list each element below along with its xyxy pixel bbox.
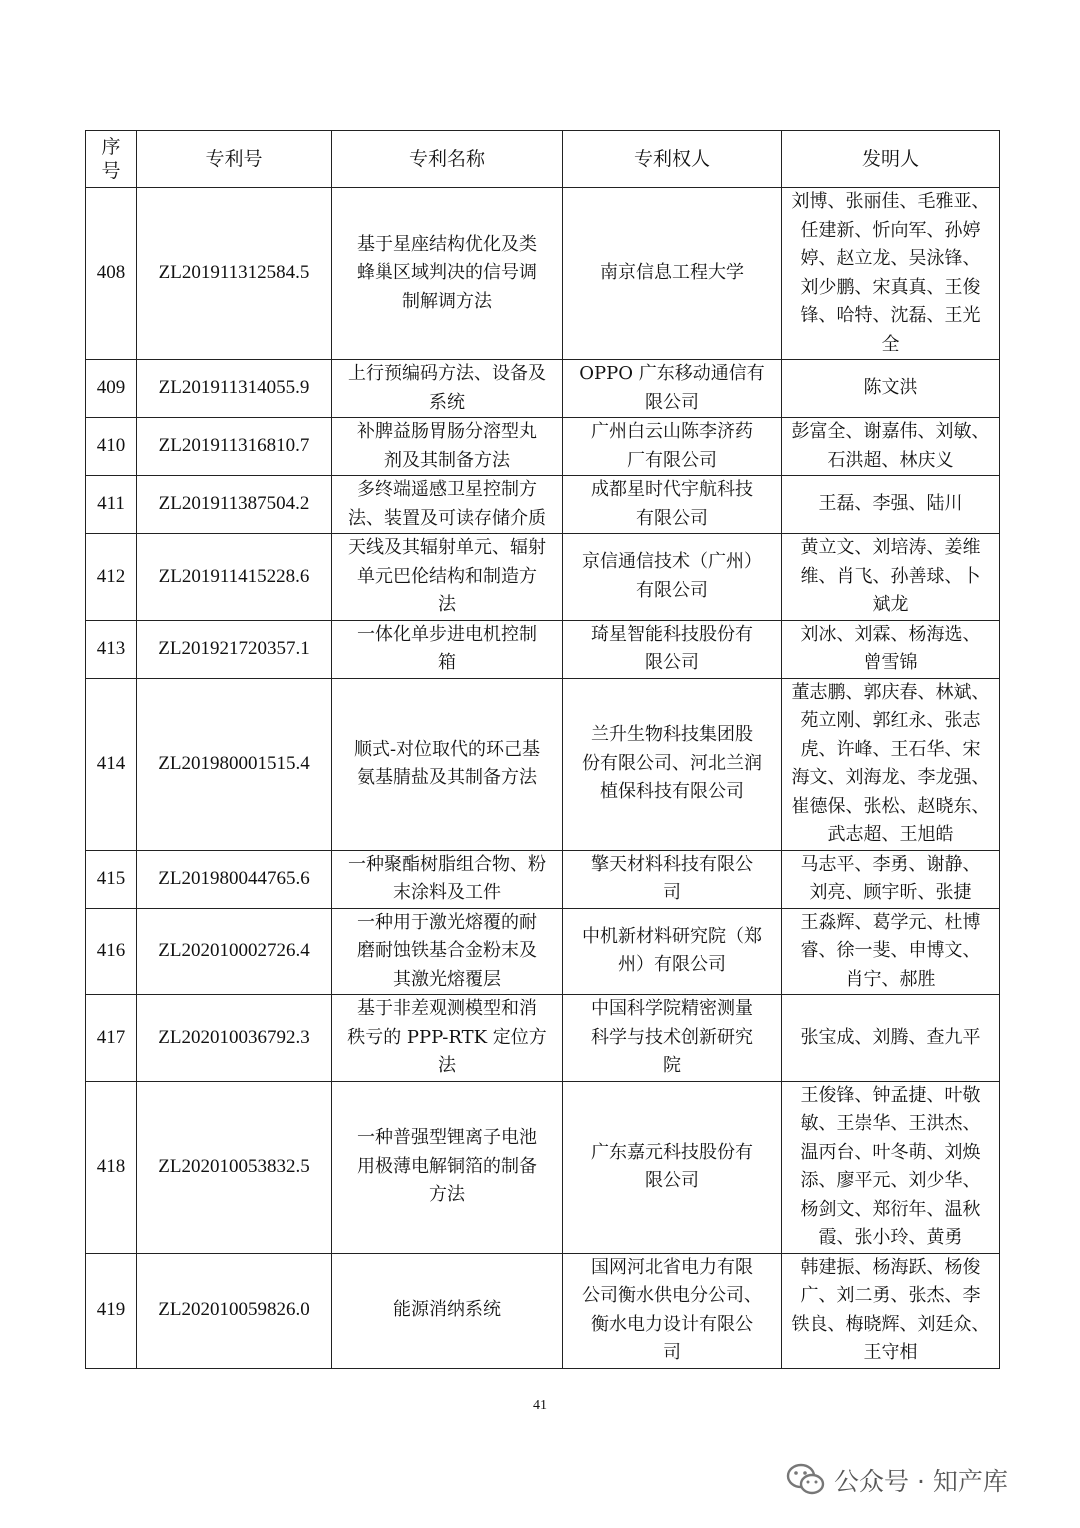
- patent-owner: 广东嘉元科技股份有 限公司: [563, 1081, 782, 1253]
- table-header: [86, 131, 1000, 188]
- patent-id: ZL202010059826.0: [137, 1253, 332, 1368]
- patent-id: ZL202010002726.4: [137, 908, 332, 995]
- patent-id: ZL202010036792.3: [137, 995, 332, 1082]
- header-no: 序 号: [86, 131, 137, 188]
- table-row: [86, 678, 1000, 850]
- watermark: [786, 1462, 1008, 1498]
- inventors: 马志平、李勇、谢静、 刘亮、顾宇昕、张捷: [782, 850, 1000, 908]
- patent-name: 补脾益肠胃肠分溶型丸 剂及其制备方法: [332, 418, 563, 476]
- patent-name: 基于非差观测模型和消 秩亏的 PPP-RTK 定位方 法: [332, 995, 563, 1082]
- patent-owner: 中机新材料研究院（郑 州）有限公司: [563, 908, 782, 995]
- patent-id: ZL201980001515.4: [137, 678, 332, 850]
- row-number: 413: [86, 620, 137, 678]
- table-row: [86, 995, 1000, 1082]
- watermark-text: 公众号 · 知产库: [834, 1467, 1008, 1496]
- patent-name: 一种普强型锂离子电池 用极薄电解铜箔的制备 方法: [332, 1081, 563, 1253]
- patent-name: 基于星座结构优化及类 蜂巢区域判决的信号调 制解调方法: [332, 188, 563, 360]
- inventors: 张宝成、刘腾、查九平: [782, 995, 1000, 1082]
- table-row: [86, 418, 1000, 476]
- row-number: 414: [86, 678, 137, 850]
- header-patent-id: 专利号: [137, 131, 332, 188]
- patent-owner: 广州白云山陈李济药 厂有限公司: [563, 418, 782, 476]
- row-number: 410: [86, 418, 137, 476]
- inventors: 彭富全、谢嘉伟、刘敏、 石洪超、林庆义: [782, 418, 1000, 476]
- patent-id: ZL201911387504.2: [137, 476, 332, 534]
- patent-name: 一体化单步进电机控制 箱: [332, 620, 563, 678]
- inventors: 王磊、李强、陆川: [782, 476, 1000, 534]
- patent-table: [85, 130, 1000, 1369]
- row-number: 412: [86, 534, 137, 621]
- patent-owner: 中国科学院精密测量 科学与技术创新研究 院: [563, 995, 782, 1082]
- header-owner: 专利权人: [563, 131, 782, 188]
- patent-owner: 京信通信技术（广州） 有限公司: [563, 534, 782, 621]
- table-row: [86, 620, 1000, 678]
- patent-name: 一种用于激光熔覆的耐 磨耐蚀铁基合金粉末及 其激光熔覆层: [332, 908, 563, 995]
- header-patent-name: 专利名称: [332, 131, 563, 188]
- patent-id: ZL201980044765.6: [137, 850, 332, 908]
- patent-id: ZL201911316810.7: [137, 418, 332, 476]
- row-number: 415: [86, 850, 137, 908]
- patent-owner: 兰升生物科技集团股 份有限公司、河北兰润 植保科技有限公司: [563, 678, 782, 850]
- patent-owner: 南京信息工程大学: [563, 188, 782, 360]
- row-number: 409: [86, 360, 137, 418]
- table-row: [86, 1253, 1000, 1368]
- row-number: 417: [86, 995, 137, 1082]
- patent-name: 顺式-对位取代的环己基 氨基腈盐及其制备方法: [332, 678, 563, 850]
- patent-id: ZL202010053832.5: [137, 1081, 332, 1253]
- patent-name: 上行预编码方法、设备及 系统: [332, 360, 563, 418]
- table-row: [86, 534, 1000, 621]
- inventors: 陈文洪: [782, 360, 1000, 418]
- table-row: [86, 360, 1000, 418]
- inventors: 韩建振、杨海跃、杨俊 广、刘二勇、张杰、李 铁良、梅晓辉、刘廷众、 王守相: [782, 1253, 1000, 1368]
- patent-owner: OPPO 广东移动通信有 限公司: [563, 360, 782, 418]
- patent-owner: 成都星时代宇航科技 有限公司: [563, 476, 782, 534]
- table-row: [86, 908, 1000, 995]
- table-row: [86, 188, 1000, 360]
- patent-owner: 琦星智能科技股份有 限公司: [563, 620, 782, 678]
- inventors: 董志鹏、郭庆春、林斌、 苑立刚、郭红永、张志 虎、许峰、王石华、宋 海文、刘海龙、李龙强、 崔德保、张松、赵晓东、 武志超、王旭皓: [782, 678, 1000, 850]
- patent-name: 能源消纳系统: [332, 1253, 563, 1368]
- patent-id: ZL201911312584.5: [137, 188, 332, 360]
- patent-id: ZL201921720357.1: [137, 620, 332, 678]
- inventors: 王俊锋、钟孟捷、叶敬 敏、王崇华、王洪杰、 温丙台、叶冬萌、刘焕 添、廖平元、刘少华、 杨剑文、郑衍年、温秋 霞、张小玲、黄勇: [782, 1081, 1000, 1253]
- row-number: 411: [86, 476, 137, 534]
- inventors: 黄立文、刘培涛、姜维 维、肖飞、孙善球、卜 斌龙: [782, 534, 1000, 621]
- table-row: [86, 1081, 1000, 1253]
- table-row: [86, 476, 1000, 534]
- header-inventors: 发明人: [782, 131, 1000, 188]
- wechat-icon: [786, 1463, 826, 1497]
- page-number: 41: [533, 1398, 547, 1413]
- patent-name: 一种聚酯树脂组合物、粉 末涂料及工件: [332, 850, 563, 908]
- inventors: 刘博、张丽佳、毛雅亚、 任建新、忻向军、孙婷 婷、赵立龙、吴泳锋、 刘少鹏、宋真真、王俊 锋、哈特、沈磊、王光 全: [782, 188, 1000, 360]
- inventors: 王淼辉、葛学元、杜博 睿、徐一斐、申博文、 肖宁、郝胜: [782, 908, 1000, 995]
- patent-id: ZL201911415228.6: [137, 534, 332, 621]
- patent-owner: 国网河北省电力有限 公司衡水供电分公司、 衡水电力设计有限公 司: [563, 1253, 782, 1368]
- patent-owner: 擎天材料科技有限公 司: [563, 850, 782, 908]
- row-number: 408: [86, 188, 137, 360]
- row-number: 416: [86, 908, 137, 995]
- patent-id: ZL201911314055.9: [137, 360, 332, 418]
- patent-name: 多终端遥感卫星控制方 法、装置及可读存储介质: [332, 476, 563, 534]
- row-number: 419: [86, 1253, 137, 1368]
- row-number: 418: [86, 1081, 137, 1253]
- patent-name: 天线及其辐射单元、辐射 单元巴伦结构和制造方 法: [332, 534, 563, 621]
- table-row: [86, 850, 1000, 908]
- inventors: 刘冰、刘霖、杨海选、 曾雪锦: [782, 620, 1000, 678]
